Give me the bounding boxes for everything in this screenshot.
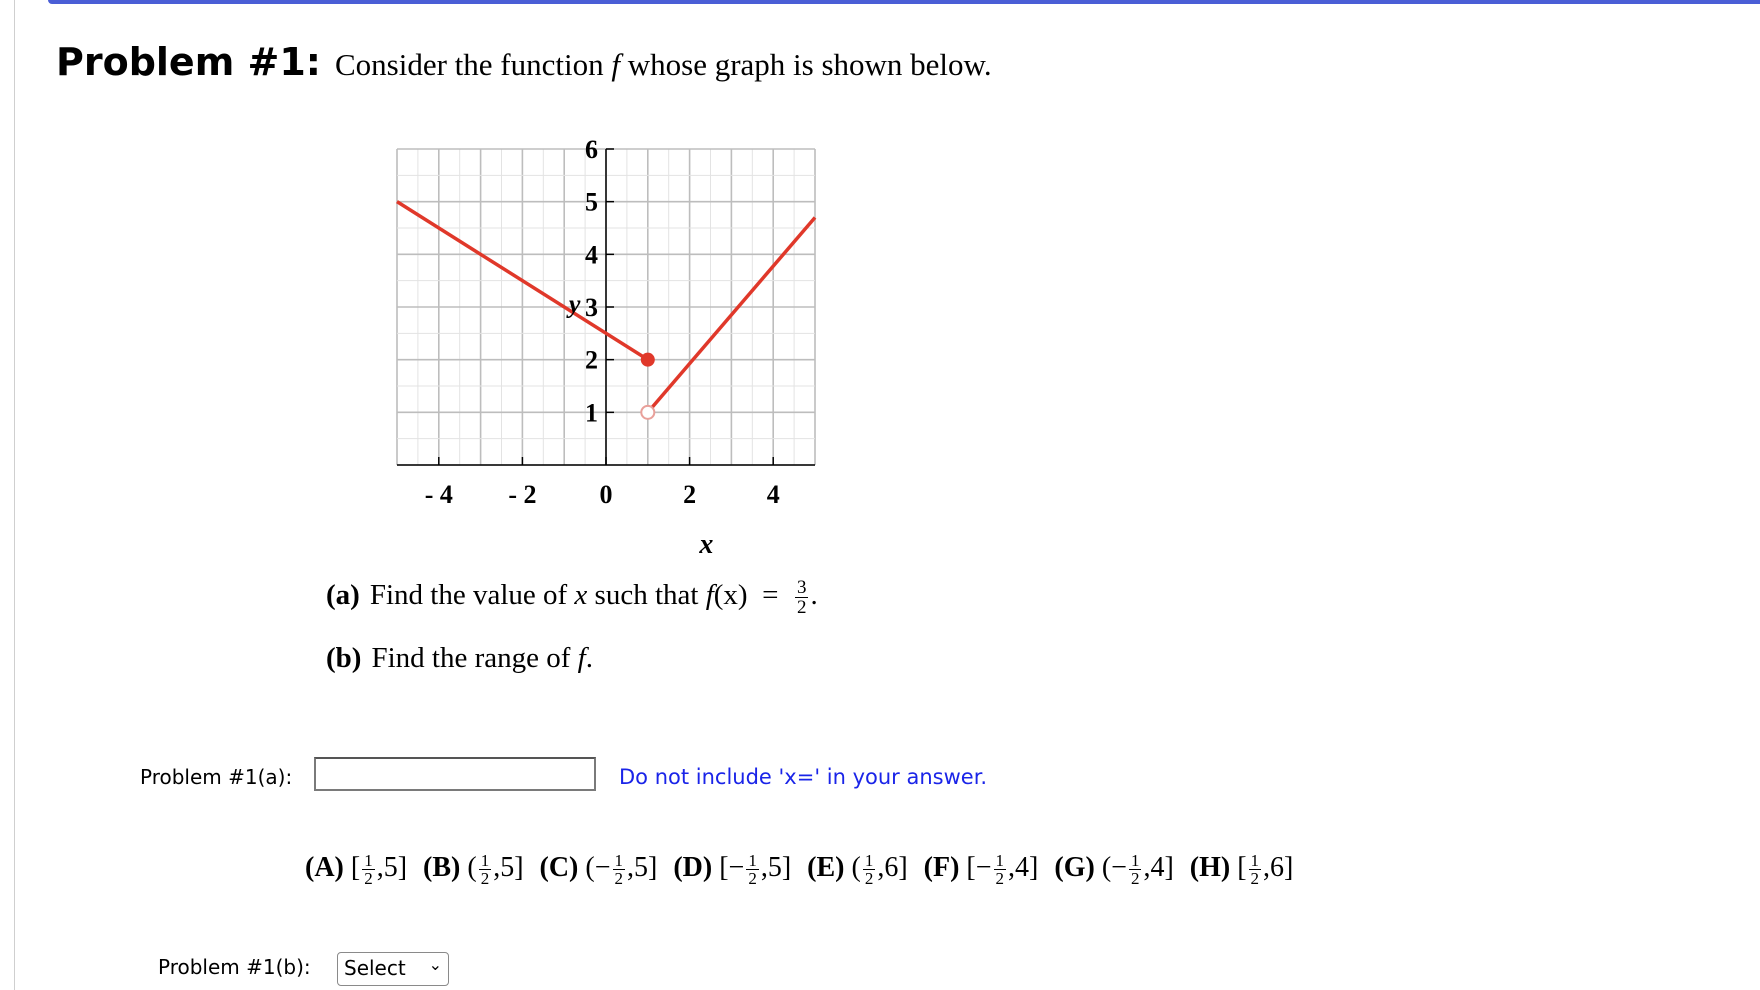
choice-numerator: 1 <box>364 851 373 871</box>
y-tick-label: 1 <box>585 398 598 428</box>
choice-fraction <box>362 852 375 887</box>
choice-letter: (C) <box>539 852 579 883</box>
choice-denominator: 2 <box>614 869 624 889</box>
choice-open: [ <box>350 852 361 883</box>
choice-rest: ,4] <box>1143 852 1174 883</box>
choice-fraction <box>863 852 876 887</box>
choice-letter: (D) <box>673 852 713 883</box>
choice-g <box>1054 851 1174 889</box>
choice-fraction <box>994 852 1007 887</box>
choice-rest: ,6] <box>877 852 908 883</box>
choice-numerator: 1 <box>748 851 757 871</box>
y-tick-label: 5 <box>585 187 598 217</box>
answer-a-label: Problem #1(a): <box>140 765 293 789</box>
choice-denominator: 2 <box>864 869 874 889</box>
graph-labels <box>425 135 780 558</box>
choice-letter: (H) <box>1189 852 1231 883</box>
choice-open: ( <box>1101 852 1112 883</box>
choice-denominator: 2 <box>480 869 490 889</box>
x-tick-label: - 4 <box>424 480 453 509</box>
choice-rest: ,5] <box>376 852 408 883</box>
statement-function-name: f <box>611 47 620 82</box>
x-axis-label: x <box>699 529 714 558</box>
question-a-equals: = <box>762 579 779 612</box>
choice-sign: − <box>975 852 992 883</box>
choice-fraction <box>1129 852 1142 887</box>
question-a-such: such that <box>594 579 699 612</box>
choice-numerator: 1 <box>480 851 490 871</box>
choice-letter: (F) <box>923 852 960 883</box>
choice-c <box>539 851 658 889</box>
choice-open: ( <box>467 852 477 883</box>
question-a-fname: f <box>705 579 714 612</box>
chevron-down-icon: ⌄ <box>428 955 442 974</box>
left-border <box>14 0 15 990</box>
choice-sign: − <box>594 852 611 883</box>
choice-open: [ <box>966 852 976 883</box>
y-tick-label: 4 <box>585 240 598 270</box>
question-a-fraction <box>795 578 809 617</box>
closed-endpoint <box>641 353 655 367</box>
question-a-farg: (x) <box>713 579 748 612</box>
question-b-end: . <box>585 642 593 674</box>
x-tick-label: 4 <box>766 480 780 509</box>
x-tick-label: - 2 <box>508 480 537 509</box>
question-a-var: x <box>574 579 588 612</box>
question-b-var: f <box>577 642 586 674</box>
choice-e <box>807 851 908 889</box>
question-a-label: (a) <box>326 579 360 612</box>
question-a-end: . <box>810 579 818 612</box>
function-graph <box>380 128 840 558</box>
choice-denominator: 2 <box>1130 869 1140 889</box>
choice-letter: (G) <box>1054 852 1095 883</box>
question-b-text: Find the range of <box>371 642 571 674</box>
choice-fraction <box>613 852 626 887</box>
choice-rest: ,5] <box>627 852 658 883</box>
statement-text-1: Consider the function <box>335 47 604 82</box>
choice-denominator: 2 <box>995 869 1005 889</box>
y-tick-label: 6 <box>585 135 598 164</box>
choice-a <box>305 851 408 889</box>
choice-rest: ,4] <box>1008 852 1039 883</box>
choice-sign: − <box>1111 852 1127 883</box>
choice-numerator: 1 <box>1130 851 1140 871</box>
choice-open: [ <box>1237 852 1247 883</box>
answer-a-hint: Do not include 'x=' in your answer. <box>619 765 988 789</box>
choice-letter: (A) <box>305 852 344 883</box>
question-a <box>326 578 818 617</box>
y-tick-label: 2 <box>585 345 598 375</box>
choice-numerator: 1 <box>995 851 1005 871</box>
choice-fraction <box>479 852 492 887</box>
choice-rest: ,5] <box>760 852 792 883</box>
choice-denominator: 2 <box>364 869 373 889</box>
problem-title: Problem #1: <box>56 40 321 84</box>
select-value: Select <box>344 956 406 980</box>
choice-letter: (E) <box>807 852 845 883</box>
choice-open: ( <box>585 852 595 883</box>
choice-numerator: 1 <box>614 851 624 871</box>
choice-numerator: 1 <box>864 851 874 871</box>
y-tick-label: 3 <box>585 293 598 322</box>
choice-denominator: 2 <box>748 869 757 889</box>
answer-a-input[interactable] <box>314 757 596 791</box>
open-endpoint <box>641 406 654 419</box>
problem-statement <box>335 47 992 82</box>
choice-sign: − <box>728 852 745 883</box>
x-tick-label: 0 <box>599 480 613 509</box>
top-accent-bar <box>48 0 1760 4</box>
choice-numerator: 1 <box>1250 851 1260 871</box>
choice-denominator: 2 <box>1250 869 1260 889</box>
question-a-denominator: 2 <box>796 597 807 618</box>
question-b-label: (b) <box>326 642 362 674</box>
answer-choices <box>305 852 1309 887</box>
y-axis-label: y <box>568 289 581 319</box>
statement-text-2: whose graph is shown below. <box>627 47 992 82</box>
choice-rest: ,6] <box>1263 852 1294 883</box>
choice-b <box>423 851 524 889</box>
choice-fraction <box>1249 852 1262 887</box>
choice-f <box>923 851 1039 889</box>
choice-letter: (B) <box>423 852 461 883</box>
question-a-text: Find the value of <box>369 579 568 612</box>
problem-header <box>56 40 992 84</box>
choice-d <box>673 851 792 889</box>
choice-rest: ,5] <box>493 852 524 883</box>
choice-fraction <box>746 852 759 887</box>
question-a-numerator: 3 <box>796 577 807 598</box>
choice-open: [ <box>719 852 729 883</box>
answer-b-select[interactable] <box>337 952 449 986</box>
choice-open: ( <box>851 852 861 883</box>
x-tick-label: 2 <box>683 480 697 509</box>
answer-b-label: Problem #1(b): <box>158 955 311 979</box>
choice-h <box>1189 851 1294 889</box>
question-b <box>326 642 593 675</box>
